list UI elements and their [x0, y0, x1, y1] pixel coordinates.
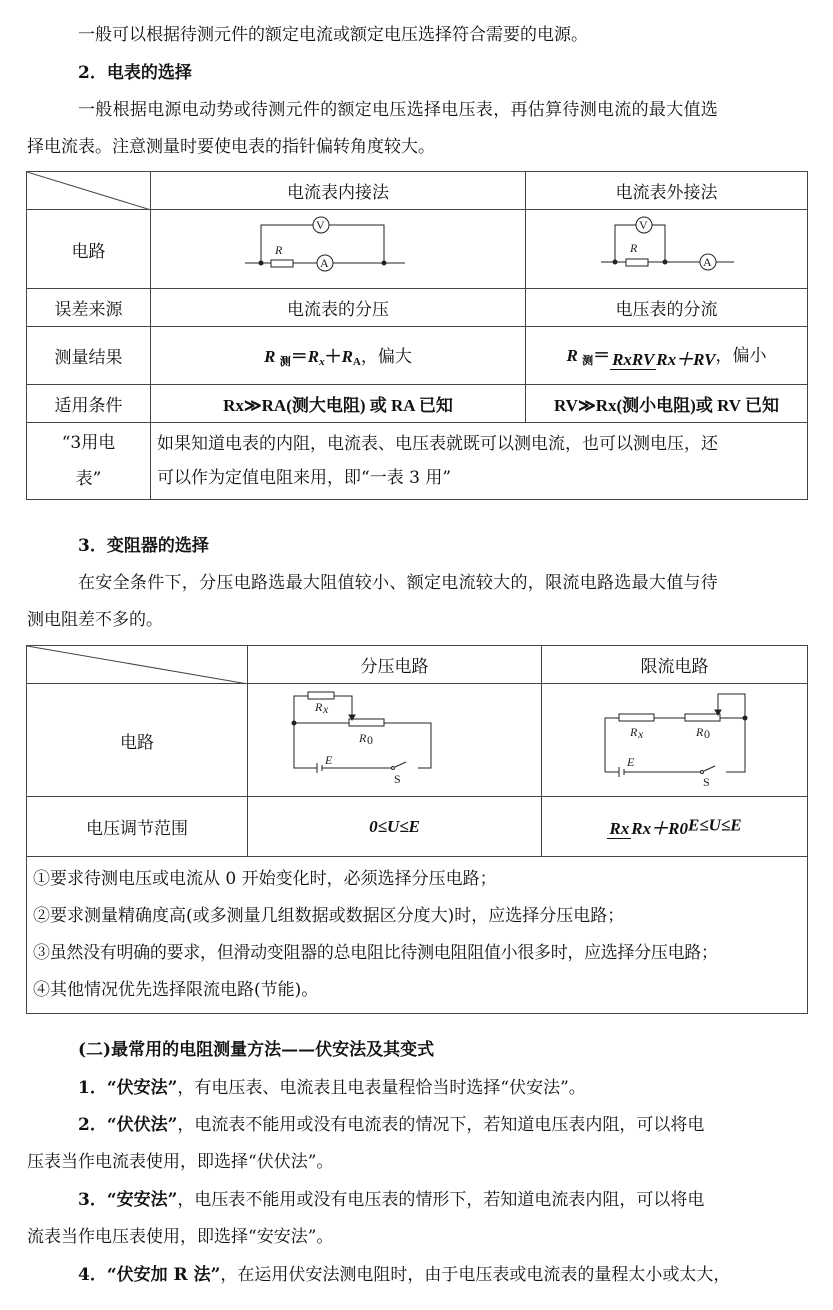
- rx-label: R: [275, 243, 283, 257]
- svg-text:x: x: [323, 702, 329, 716]
- diagonal-line: [27, 646, 248, 684]
- svg-text:x: x: [638, 727, 644, 741]
- emf-label: E: [325, 753, 333, 767]
- voltmeter-label: V: [316, 218, 325, 232]
- part-2-heading: (二)最常用的电阻测量方法——伏安法及其变式: [78, 1040, 435, 1060]
- ammeter-label: A: [320, 256, 329, 270]
- ammeter-label: A: [703, 255, 712, 269]
- result-outer-formula: R $_测$＝ RxRV Rx＋RV，偏小: [526, 327, 808, 385]
- inner-connection-circuit-diagram: [151, 210, 526, 288]
- note-3: ③虽然没有明确的要求，但滑动变阻器的总电阻比待测电阻阻值小很多时，应选择分压电路；: [33, 943, 718, 963]
- range-limiter: Rx Rx＋R0E≤U≤E: [542, 797, 808, 857]
- method-4: 4．“伏安加 R 法”，在运用伏安法测电阻时，由于电压表或电流表的量程太小或太大，: [78, 1265, 731, 1285]
- intro-text: 一般可以根据待测元件的额定电流或额定电压选择符合需要的电源。: [78, 25, 588, 45]
- ammeter-connection-table: [26, 171, 808, 500]
- svg-text:0: 0: [704, 727, 710, 741]
- emf-label: E: [627, 755, 635, 769]
- current-limiter-circuit-diagram: [542, 684, 808, 796]
- voltmeter-label: V: [639, 218, 648, 232]
- row-label-condition: 适用条件: [27, 385, 151, 423]
- section-2-heading: 2．电表的选择: [78, 63, 192, 83]
- note-1: ①要求待测电压或电流从 0 开始变化时，必须选择分压电路；: [33, 869, 497, 889]
- rx-label: R: [630, 241, 638, 255]
- r0-label: R: [359, 731, 367, 745]
- header-outer: 电流表外接法: [526, 172, 808, 210]
- limiter-circuit-cell: [542, 684, 808, 797]
- section-2-para-cont: 择电流表。注意测量时要使电表的指针偏转角度较大。: [27, 137, 435, 157]
- method-2-cont: 压表当作电流表使用，即选择“伏伏法”。: [27, 1152, 334, 1172]
- header-divider-circuit: 分压电路: [248, 646, 542, 684]
- condition-outer: RV≫Rx(测小电阻)或 RV 已知: [526, 385, 808, 423]
- header-limiter-circuit: 限流电路: [542, 646, 808, 684]
- diagonal-header-cell: [27, 646, 248, 684]
- section-3-heading: 3．变阻器的选择: [78, 536, 209, 556]
- divider-circuit-cell: [248, 684, 542, 797]
- section-2-para: 一般根据电源电动势或待测元件的额定电压选择电压表，再估算待测电流的最大值选: [78, 100, 719, 120]
- note-2: ②要求测量精确度高(或多测量几组数据或数据区分度大)时，应选择分压电路；: [33, 906, 625, 926]
- diagonal-line: [27, 172, 151, 210]
- rheostat-table: [26, 645, 808, 1014]
- error-outer: 电压表的分流: [526, 289, 808, 327]
- r0-label: R: [696, 725, 704, 739]
- outer-circuit-cell: [526, 210, 808, 289]
- condition-inner: Rx≫RA(测大电阻) 或 RA 已知: [151, 385, 526, 423]
- method-3-cont: 流表当作电压表使用，即选择“安安法”。: [27, 1227, 334, 1247]
- three-uses-text: 如果知道电表的内阻，电流表、电压表就既可以测电流，也可以测电压，还 可以作为定值电阻来用，即“一表 3 用”: [151, 423, 808, 500]
- voltage-divider-circuit-diagram: [248, 684, 542, 796]
- header-inner: 电流表内接法: [151, 172, 526, 210]
- method-3: 3．“安安法”，电压表不能用或没有电压表的情形下，若知道电流表内阻，可以将电: [78, 1190, 705, 1210]
- result-inner-formula: R $_测=R_x+R_A$，偏大: [151, 327, 526, 385]
- row-label-error: 误差来源: [27, 289, 151, 327]
- note-4: ④其他情况优先选择限流电路(节能)。: [33, 980, 319, 1000]
- switch-label: S: [394, 772, 401, 786]
- method-2: 2．“伏伏法”，电流表不能用或没有电流表的情况下，若知道电压表内阻，可以将电: [78, 1115, 705, 1135]
- rx-label: R: [315, 700, 323, 714]
- row-label-result: 测量结果: [27, 327, 151, 385]
- diagonal-header-cell: [27, 172, 151, 210]
- svg-text:0: 0: [367, 733, 373, 747]
- range-divider: 0≤U≤E: [248, 797, 542, 857]
- row-label-range: 电压调节范围: [27, 797, 248, 857]
- selection-notes: [27, 857, 808, 1014]
- rx-label: R: [630, 725, 638, 739]
- row-label-circuit: 电路: [27, 684, 248, 797]
- outer-connection-circuit-diagram: [526, 210, 808, 288]
- section-3-para-cont: 测电阻差不多的。: [27, 610, 163, 630]
- row-label-circuit: 电路: [27, 210, 151, 289]
- method-1: 1．“伏安法”，有电压表、电流表且电表量程恰当时选择“伏安法”。: [78, 1078, 586, 1098]
- error-inner: 电流表的分压: [151, 289, 526, 327]
- row-label-three-uses: “3用电 表”: [27, 423, 151, 500]
- inner-circuit-cell: [151, 210, 526, 289]
- section-3-para: 在安全条件下，分压电路选最大阻值较小、额定电流较大的，限流电路选最大值与待: [78, 573, 719, 593]
- switch-label: S: [703, 775, 710, 789]
